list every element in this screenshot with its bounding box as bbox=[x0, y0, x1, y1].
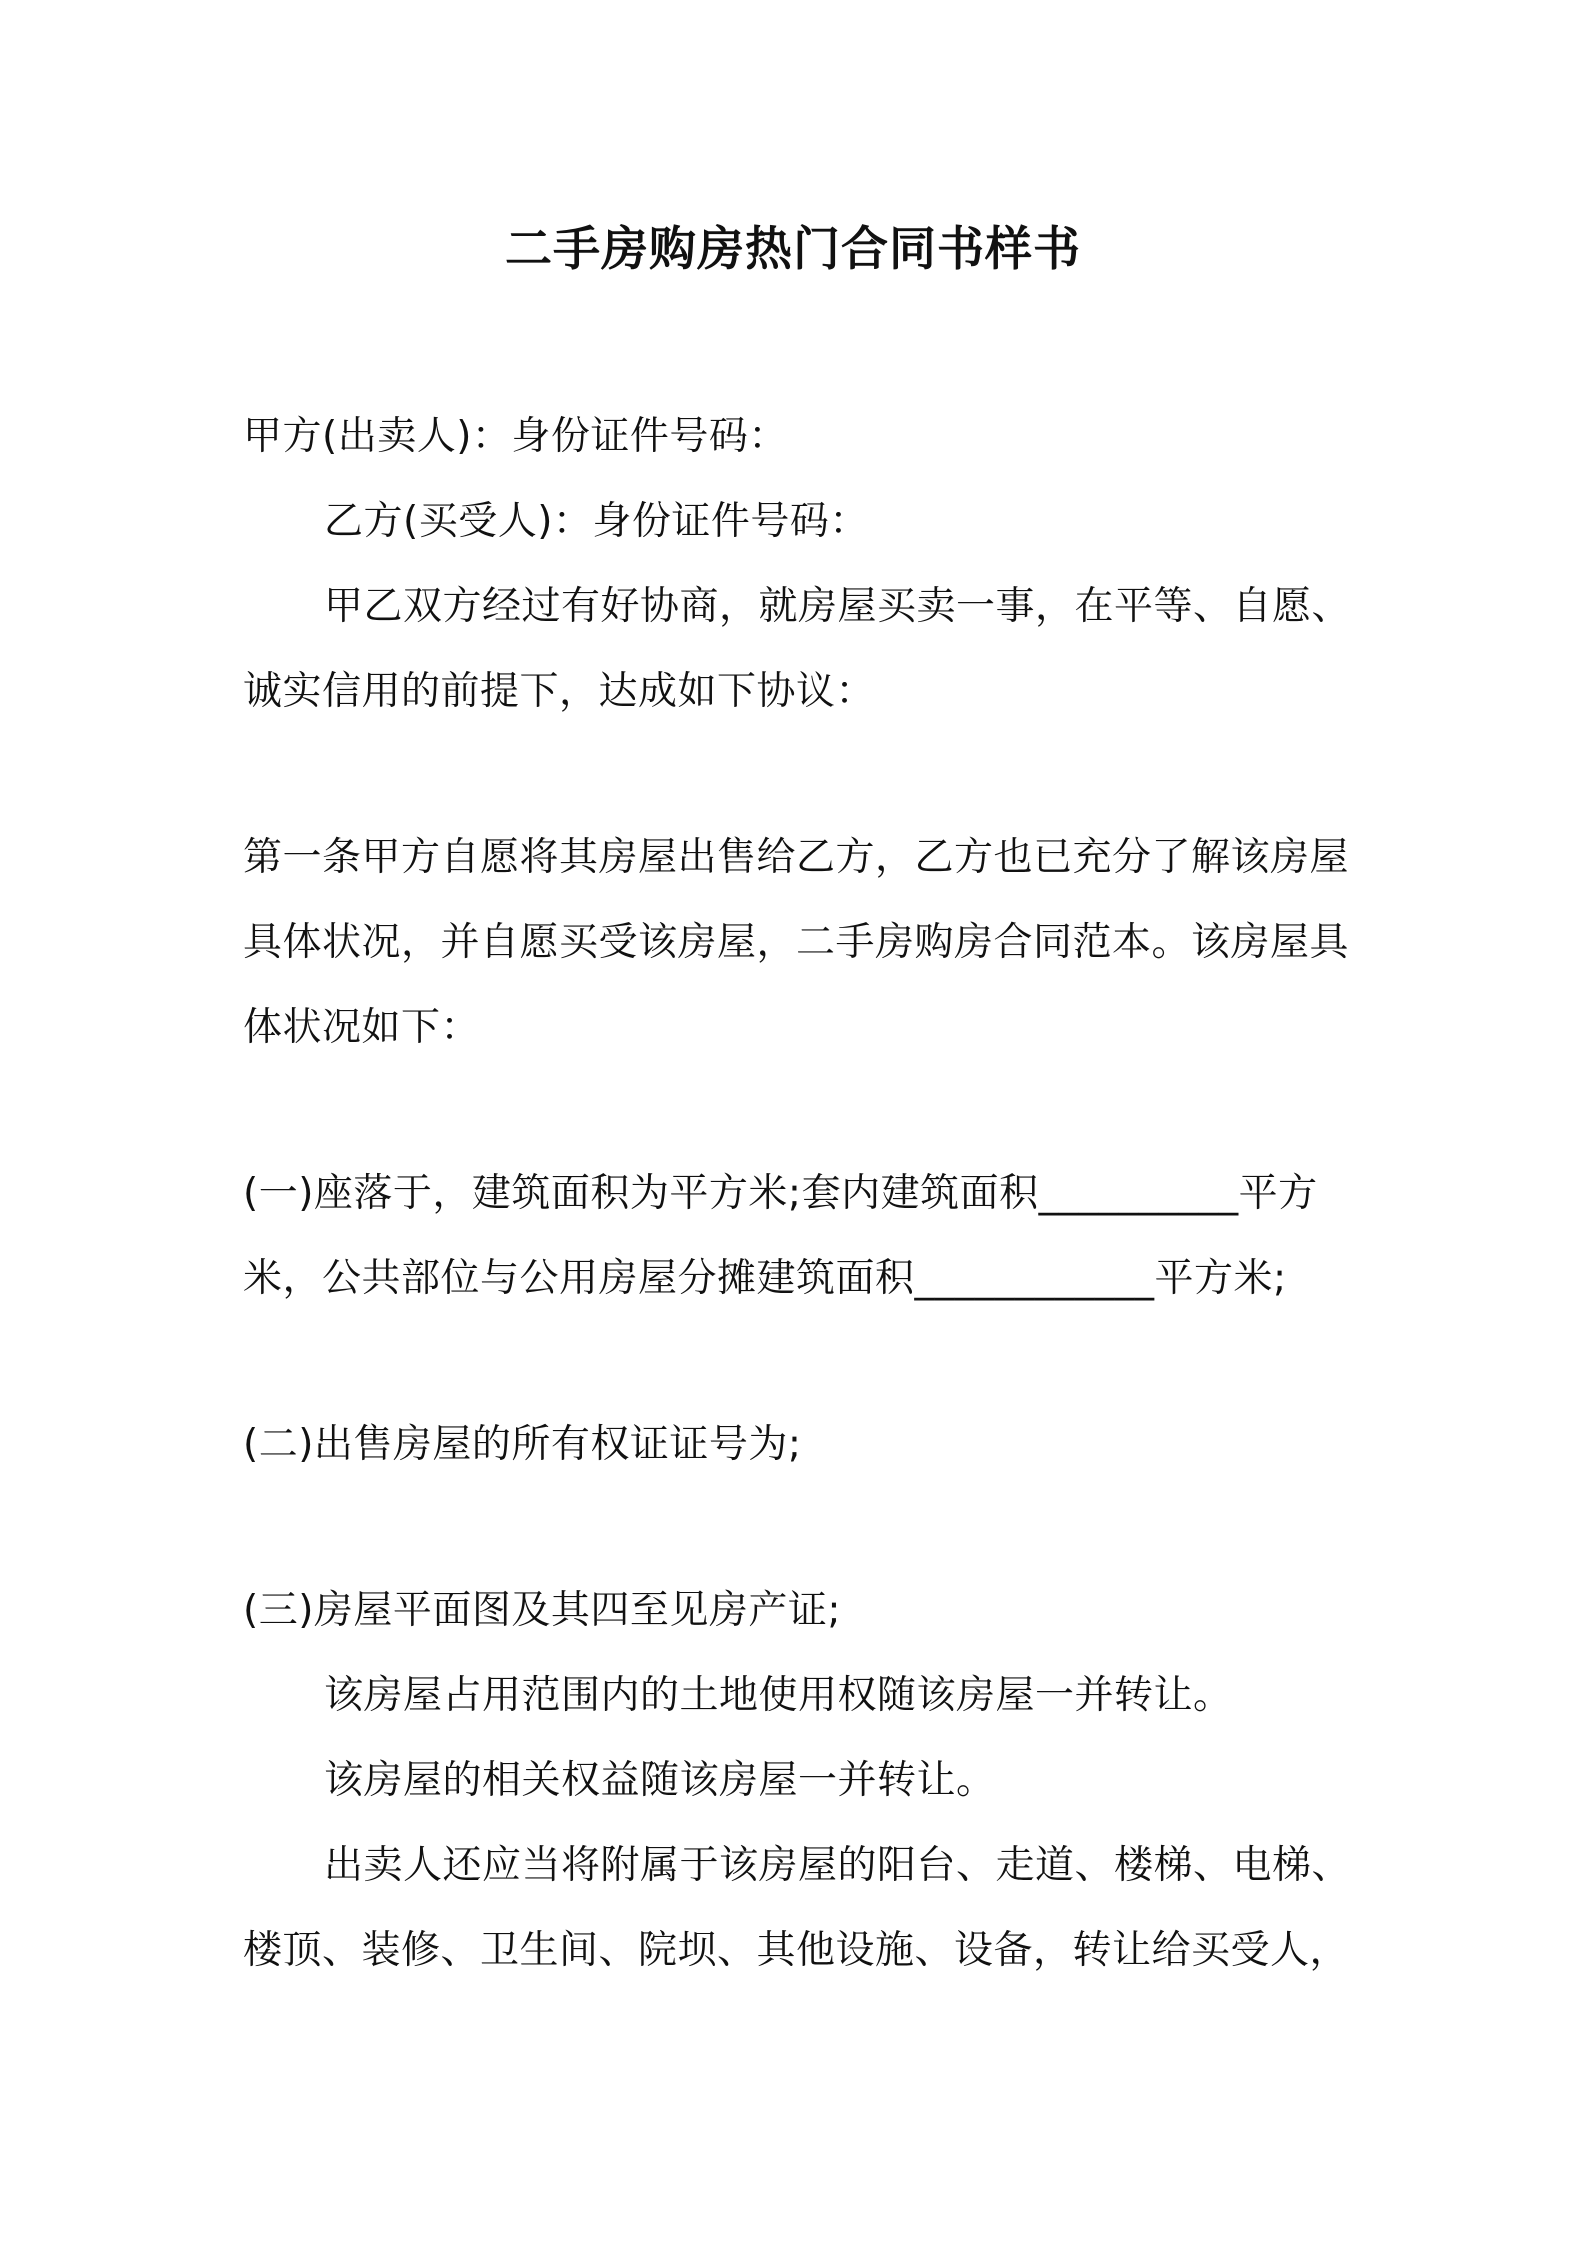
preamble-line-1: 甲乙双方经过有好协商，就房屋买卖一事，在平等、自愿、 bbox=[324, 584, 1352, 629]
article-1-line-3: 体状况如下： bbox=[243, 1005, 481, 1050]
clause-2-line: (二)出售房屋的所有权证证号为; bbox=[243, 1422, 802, 1467]
article-1-line-1: 第一条甲方自愿将其房屋出售给乙方，乙方也已充分了解该房屋 bbox=[243, 835, 1350, 880]
rights-line: 该房屋的相关权益随该房屋一并转让。 bbox=[324, 1758, 996, 1803]
document-title: 二手房购房热门合同书样书 bbox=[505, 222, 1081, 277]
fixtures-line-1: 出卖人还应当将附属于该房屋的阳台、走道、楼梯、电梯、 bbox=[324, 1843, 1352, 1888]
land-use-line: 该房屋占用范围内的土地使用权随该房屋一并转让。 bbox=[324, 1673, 1233, 1718]
seller-line: 甲方(出卖人)：身份证件号码： bbox=[243, 414, 788, 459]
buyer-line: 乙方(买受人)：身份证件号码： bbox=[324, 499, 869, 544]
preamble-line-2: 诚实信用的前提下，达成如下协议： bbox=[243, 669, 876, 714]
article-1-line-2: 具体状况，并自愿买受该房屋，二手房购房合同范本。该房屋具 bbox=[243, 920, 1350, 965]
clause-1-line-2: 米，公共部位与公用房屋分摊建筑面积____________平方米; bbox=[243, 1256, 1287, 1301]
fixtures-line-2: 楼顶、装修、卫生间、院坝、其他设施、设备，转让给买受人， bbox=[243, 1928, 1350, 1973]
clause-3-line: (三)房屋平面图及其四至见房产证; bbox=[243, 1588, 842, 1633]
clause-1-line-1: (一)座落于，建筑面积为平方米;套内建筑面积__________平方 bbox=[243, 1171, 1318, 1216]
